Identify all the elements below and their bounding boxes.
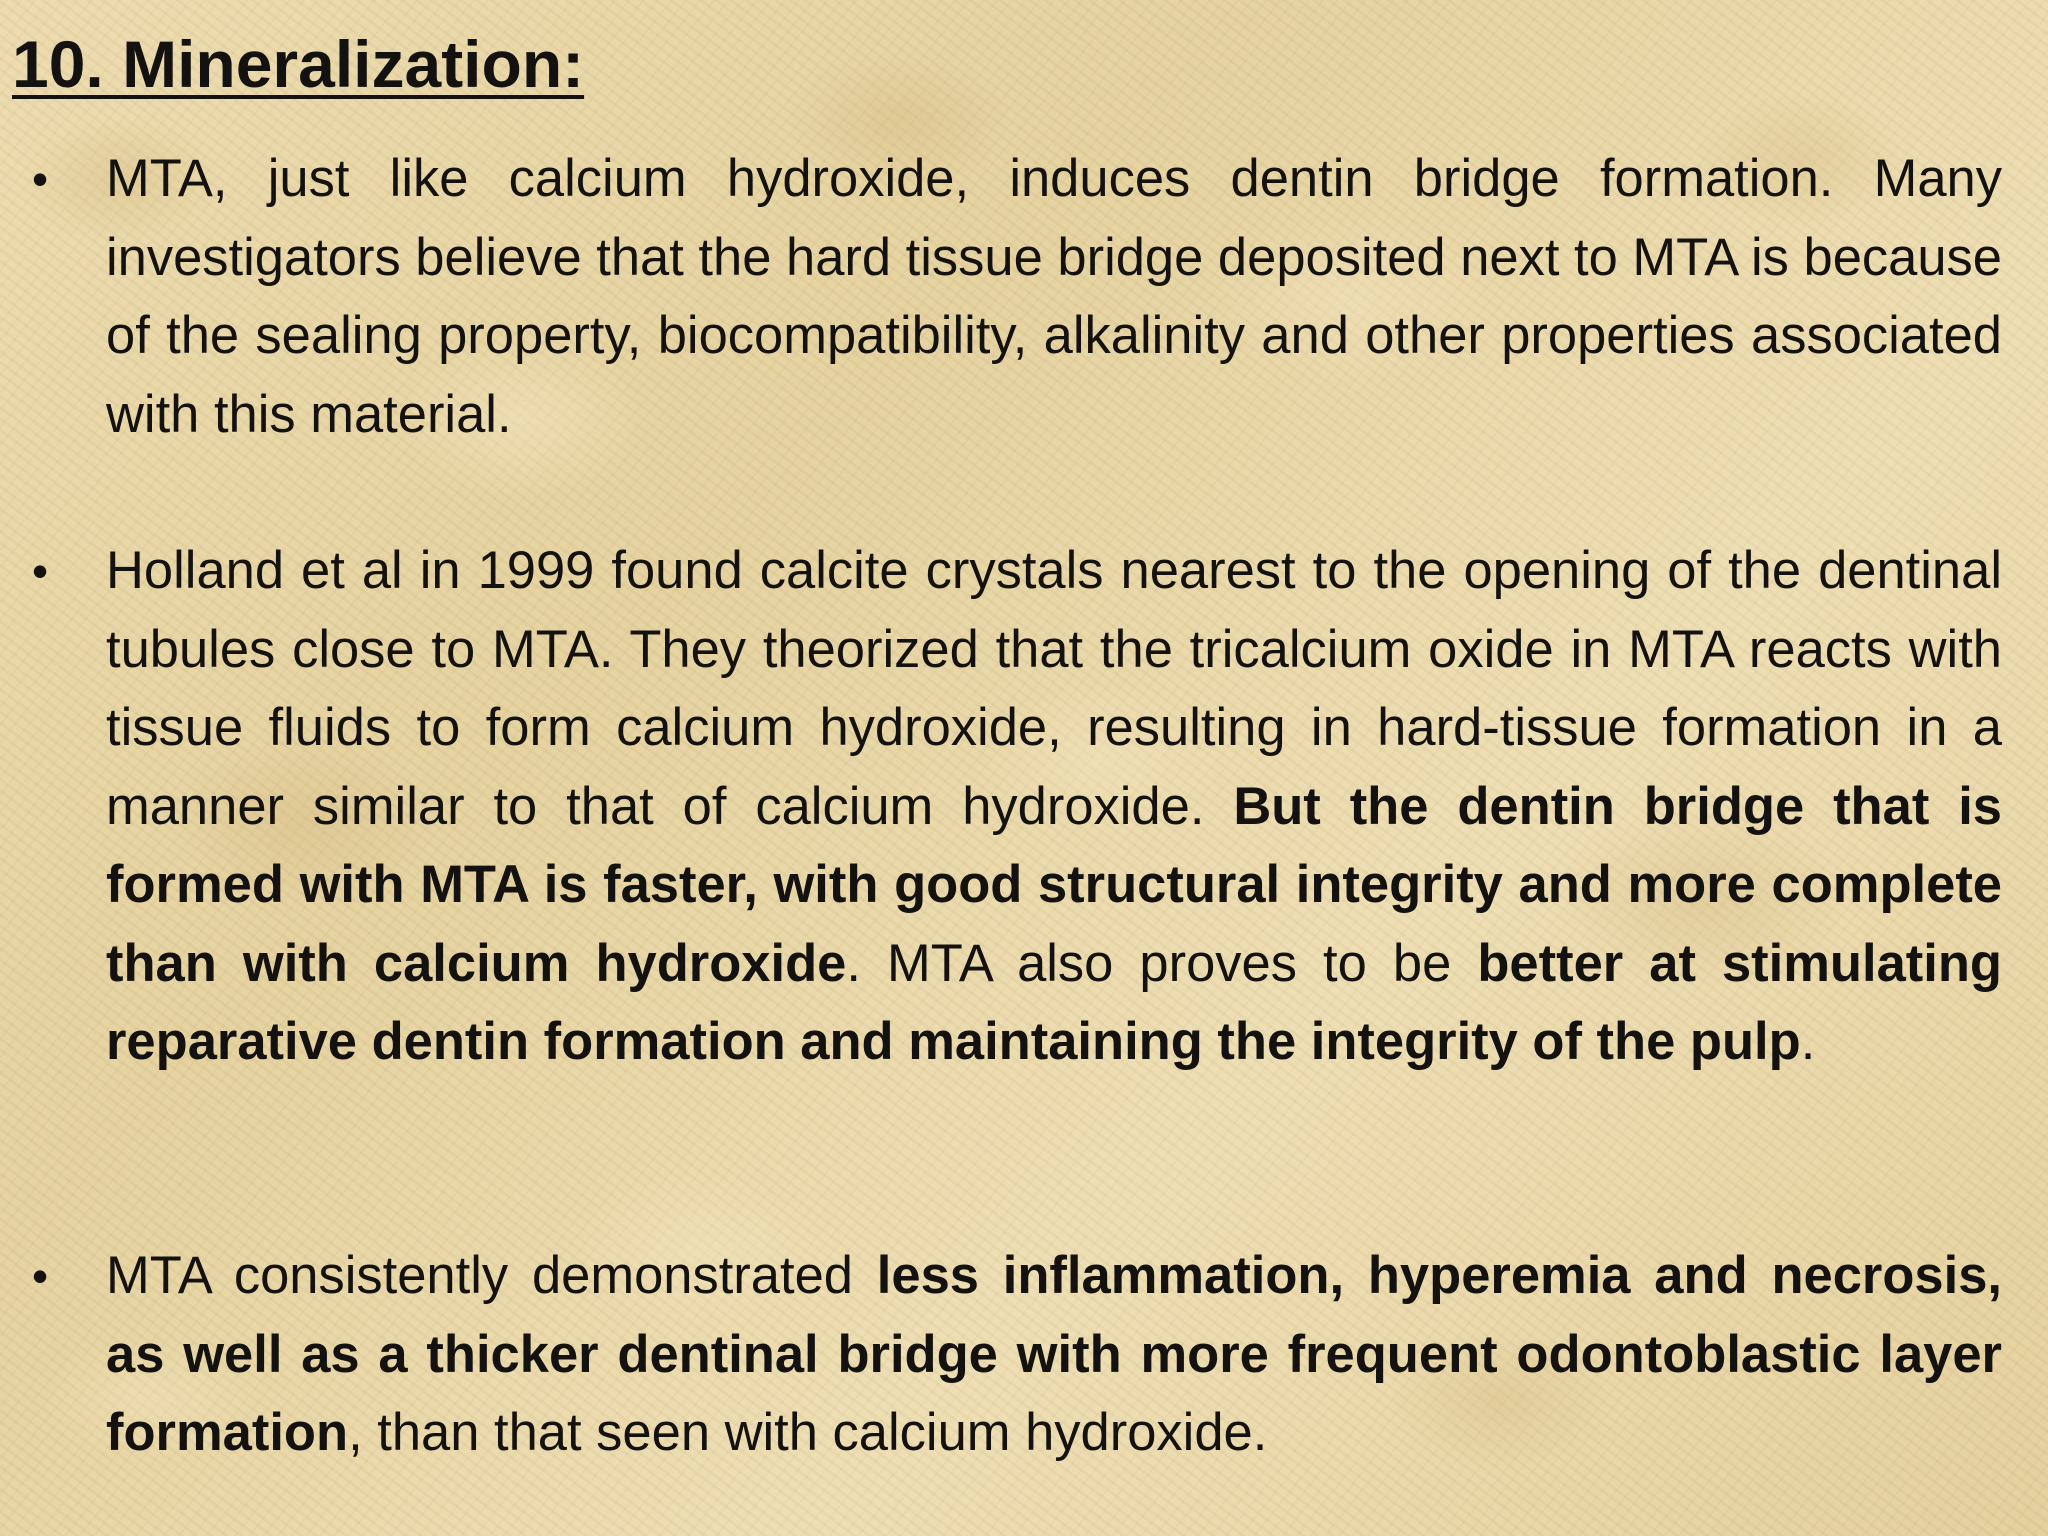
bullet-text-segment: , than that seen with calcium hydroxide. — [348, 1403, 1268, 1462]
bullet-bold-segment: But the dentin bridge that is formed with MTA is faster, with good structural integrity and more complete than with calcium hydroxide — [106, 776, 2002, 993]
bullet-item — [32, 1237, 2002, 1473]
bullet-item — [32, 140, 2002, 454]
bullet-text-segment: MTA consistently demonstrated — [106, 1246, 877, 1305]
bullet-marker: • — [32, 1250, 49, 1302]
slide-title: 10. Mineralization: — [12, 27, 585, 101]
bullet-marker: • — [32, 545, 49, 597]
bullet-bold-segment: less inflammation, hyperemia and necrosis, as well as a thicker dentinal bridge with more frequent odontoblastic layer formation — [106, 1246, 2002, 1462]
bullet-text-segment: Holland et al in 1999 found calcite crystals nearest to the opening of the dentinal tubules close to MTA. They theorized that the tricalcium oxide in MTA reacts with tissue fluids to form calcium hydroxide, resulting in hard-tissue formation in a manner similar to that of calcium hydroxide. — [106, 541, 2002, 836]
bullet-bold-segment: better at stimulating reparative dentin formation and maintaining the integrity of the pulp — [106, 933, 2002, 1071]
bullet-text-segment: . — [1800, 1012, 1816, 1071]
bullet-text-segment: . MTA also proves to be — [846, 933, 1478, 993]
bullet-text-segment: MTA, just like calcium hydroxide, induces dentin bridge formation. Many investigators believe that the hard tissue bridge deposited next to MTA is because of the sealing property, biocompatibility, alkalinity and other properties associated with this material. — [106, 149, 2002, 444]
bullet-marker: • — [32, 153, 49, 205]
bullet-item — [32, 532, 2002, 1082]
